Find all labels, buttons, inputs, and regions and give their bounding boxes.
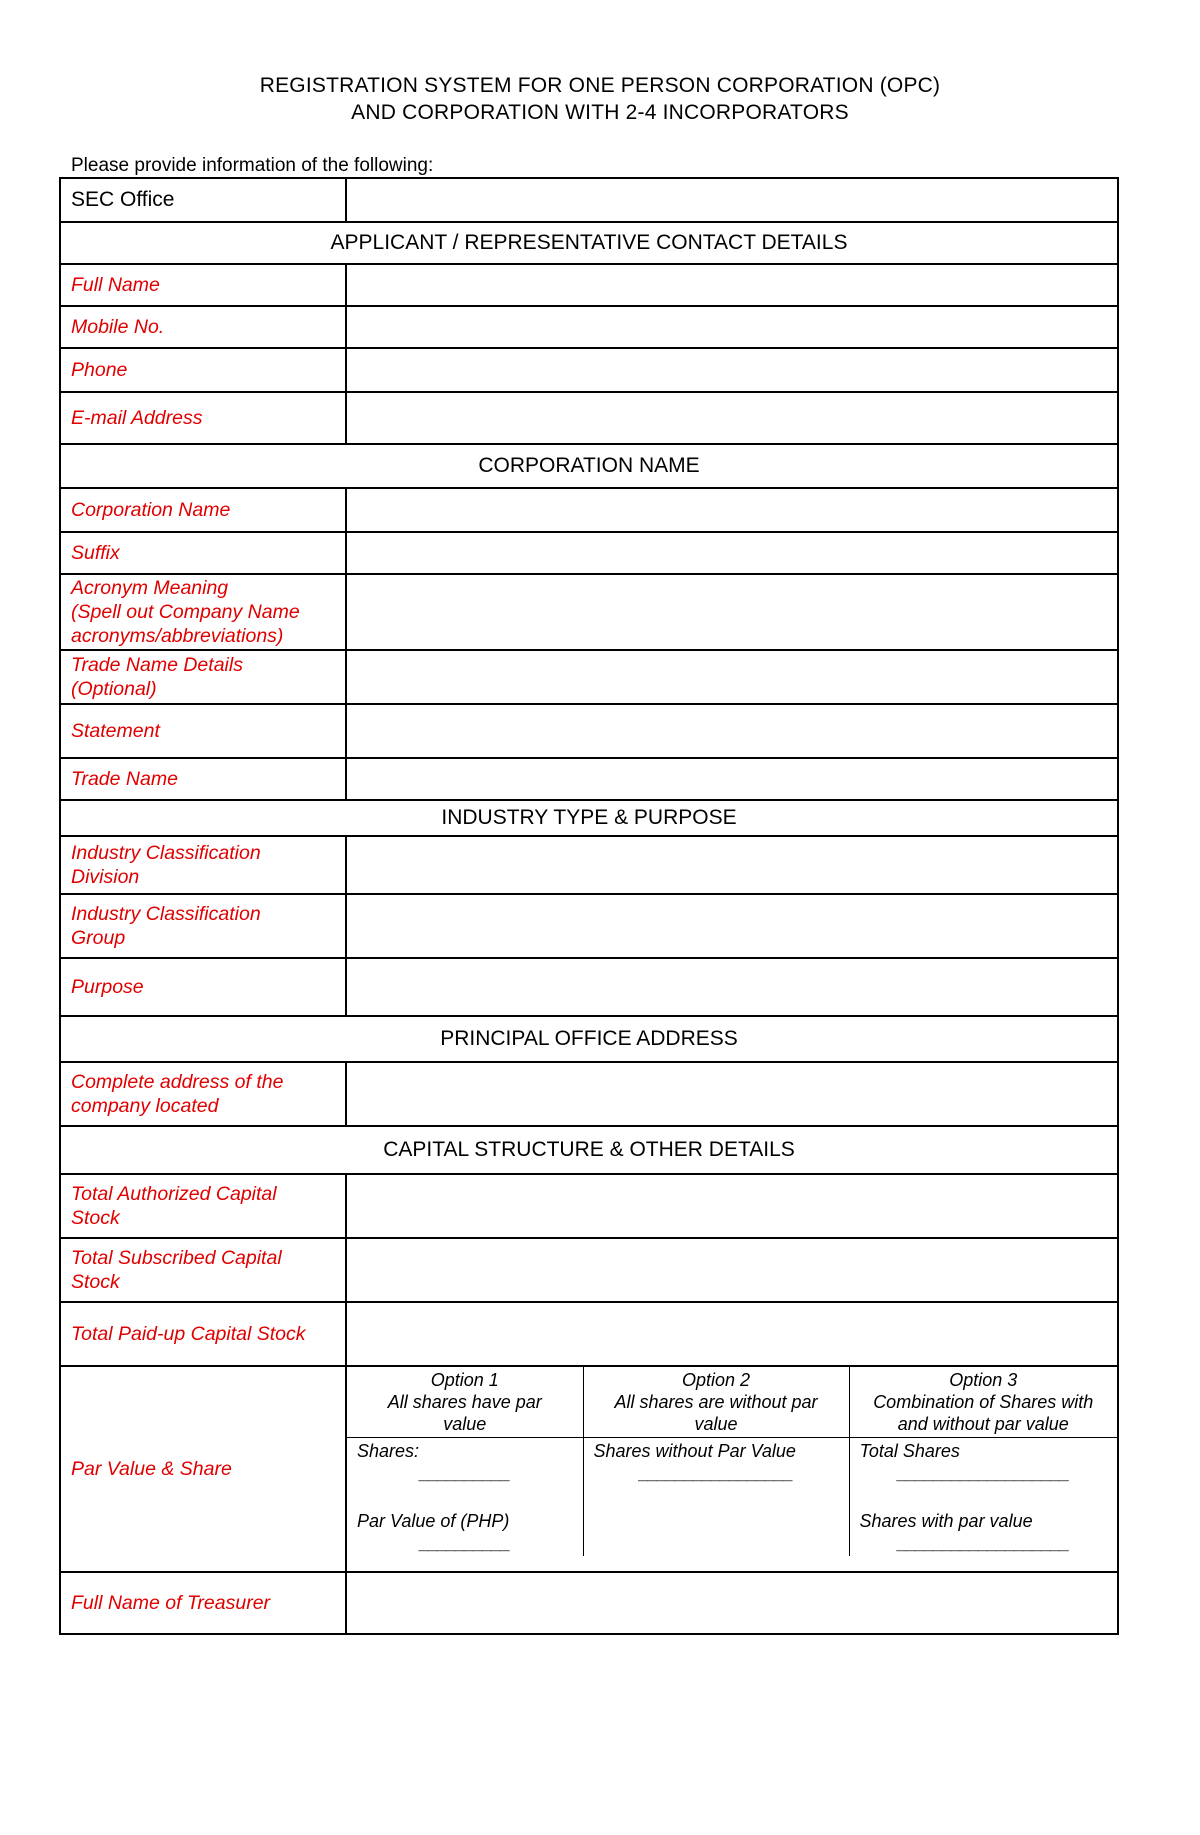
section-industry-type: INDUSTRY TYPE & PURPOSE xyxy=(60,800,1118,836)
industry-division-field[interactable] xyxy=(346,836,1118,894)
par-value-options-cell xyxy=(346,1366,1118,1572)
acronym-label-line-1: Acronym Meaning xyxy=(71,577,229,599)
option-1-body xyxy=(347,1438,583,1557)
suffix-label: Suffix xyxy=(60,532,346,574)
option-3-desc-line-1: Combination of Shares with xyxy=(873,1392,1094,1412)
purpose-label: Purpose xyxy=(60,958,346,1016)
option-2-shares-blank[interactable]: _________________ xyxy=(639,1463,793,1483)
option-3-with-par-label: Shares with par value xyxy=(859,1511,1033,1531)
option-2-shares-label: Shares without Par Value xyxy=(593,1441,796,1461)
mobile-field[interactable] xyxy=(346,306,1118,348)
sec-office-label: SEC Office xyxy=(60,178,346,222)
subscribed-capital-line-2: Stock xyxy=(71,1271,120,1293)
form-title xyxy=(0,72,1200,126)
intro-text: Please provide information of the following: xyxy=(71,155,434,176)
trade-name-details-field[interactable] xyxy=(346,650,1118,704)
option-2-desc-line-1: All shares are without par xyxy=(614,1392,818,1412)
subscribed-capital-field[interactable] xyxy=(346,1238,1118,1302)
acronym-label-line-2: (Spell out Company Name xyxy=(71,601,300,623)
complete-address-label xyxy=(60,1062,346,1126)
section-principal-address: PRINCIPAL OFFICE ADDRESS xyxy=(60,1016,1118,1062)
option-1-desc-line-2: value xyxy=(443,1414,487,1434)
section-capital-structure: CAPITAL STRUCTURE & OTHER DETAILS xyxy=(60,1126,1118,1174)
paidup-capital-field[interactable] xyxy=(346,1302,1118,1366)
treasurer-field[interactable] xyxy=(346,1572,1118,1634)
purpose-field[interactable] xyxy=(346,958,1118,1016)
phone-field[interactable] xyxy=(346,348,1118,392)
paidup-capital-label: Total Paid-up Capital Stock xyxy=(60,1302,346,1366)
option-1-par-value-label: Par Value of (PHP) xyxy=(357,1511,510,1531)
industry-group-label xyxy=(60,894,346,958)
option-3-header xyxy=(849,1367,1117,1438)
sec-office-field[interactable] xyxy=(346,178,1118,222)
option-1-shares-blank[interactable]: __________ xyxy=(419,1463,510,1483)
trade-name-label: Trade Name xyxy=(60,758,346,800)
option-1-shares-label: Shares: xyxy=(357,1441,420,1461)
statement-field[interactable] xyxy=(346,704,1118,758)
option-3-desc-line-2: and without par value xyxy=(897,1414,1069,1434)
option-3-body xyxy=(849,1438,1117,1557)
option-2-header xyxy=(583,1367,849,1438)
treasurer-label: Full Name of Treasurer xyxy=(60,1572,346,1634)
trade-details-line-2: (Optional) xyxy=(71,678,157,700)
option-2-body xyxy=(583,1438,849,1557)
par-value-options-table xyxy=(347,1367,1117,1556)
authorized-capital-field[interactable] xyxy=(346,1174,1118,1238)
trade-details-line-1: Trade Name Details xyxy=(71,654,243,676)
title-line-1: REGISTRATION SYSTEM FOR ONE PERSON CORPORATION (OPC) xyxy=(259,74,941,97)
option-3-title: Option 3 xyxy=(949,1370,1018,1390)
option-3-total-blank[interactable]: ___________________ xyxy=(897,1463,1069,1483)
option-2-desc-line-2: value xyxy=(694,1414,738,1434)
full-name-label: Full Name xyxy=(60,264,346,306)
authorized-capital-line-2: Stock xyxy=(71,1207,120,1229)
subscribed-capital-label xyxy=(60,1238,346,1302)
option-2-title: Option 2 xyxy=(681,1370,751,1390)
trade-name-details-label xyxy=(60,650,346,704)
trade-name-field[interactable] xyxy=(346,758,1118,800)
industry-group-line-1: Industry Classification xyxy=(71,903,261,925)
industry-group-field[interactable] xyxy=(346,894,1118,958)
suffix-field[interactable] xyxy=(346,532,1118,574)
full-name-field[interactable] xyxy=(346,264,1118,306)
par-value-share-label: Par Value & Share xyxy=(60,1366,346,1572)
option-1-title: Option 1 xyxy=(430,1370,499,1390)
address-label-line-2: company located xyxy=(71,1095,219,1117)
acronym-meaning-label xyxy=(60,574,346,650)
email-label: E-mail Address xyxy=(60,392,346,444)
authorized-capital-label xyxy=(60,1174,346,1238)
acronym-label-line-3: acronyms/abbreviations) xyxy=(71,625,284,647)
acronym-meaning-field[interactable] xyxy=(346,574,1118,650)
industry-division-line-1: Industry Classification xyxy=(71,842,261,864)
option-1-header xyxy=(347,1367,583,1438)
address-label-line-1: Complete address of the xyxy=(71,1071,284,1093)
subscribed-capital-line-1: Total Subscribed Capital xyxy=(71,1247,282,1269)
corporation-name-label: Corporation Name xyxy=(60,488,346,532)
corporation-name-field[interactable] xyxy=(346,488,1118,532)
industry-division-label xyxy=(60,836,346,894)
option-1-par-value-blank[interactable]: __________ xyxy=(419,1533,510,1553)
statement-label: Statement xyxy=(60,704,346,758)
registration-form-table xyxy=(59,177,1119,1635)
email-field[interactable] xyxy=(346,392,1118,444)
industry-group-line-2: Group xyxy=(71,927,126,949)
option-3-with-par-blank[interactable]: ___________________ xyxy=(897,1533,1069,1553)
industry-division-line-2: Division xyxy=(71,866,140,888)
complete-address-field[interactable] xyxy=(346,1062,1118,1126)
mobile-label: Mobile No. xyxy=(60,306,346,348)
option-3-total-label: Total Shares xyxy=(859,1441,960,1461)
option-1-desc-line-1: All shares have par xyxy=(387,1392,542,1412)
section-corporation-name: CORPORATION NAME xyxy=(60,444,1118,488)
authorized-capital-line-1: Total Authorized Capital xyxy=(71,1183,277,1205)
section-contact-details: APPLICANT / REPRESENTATIVE CONTACT DETAILS xyxy=(60,222,1118,264)
phone-label: Phone xyxy=(60,348,346,392)
title-line-2: AND CORPORATION WITH 2-4 INCORPORATORS xyxy=(351,101,849,124)
